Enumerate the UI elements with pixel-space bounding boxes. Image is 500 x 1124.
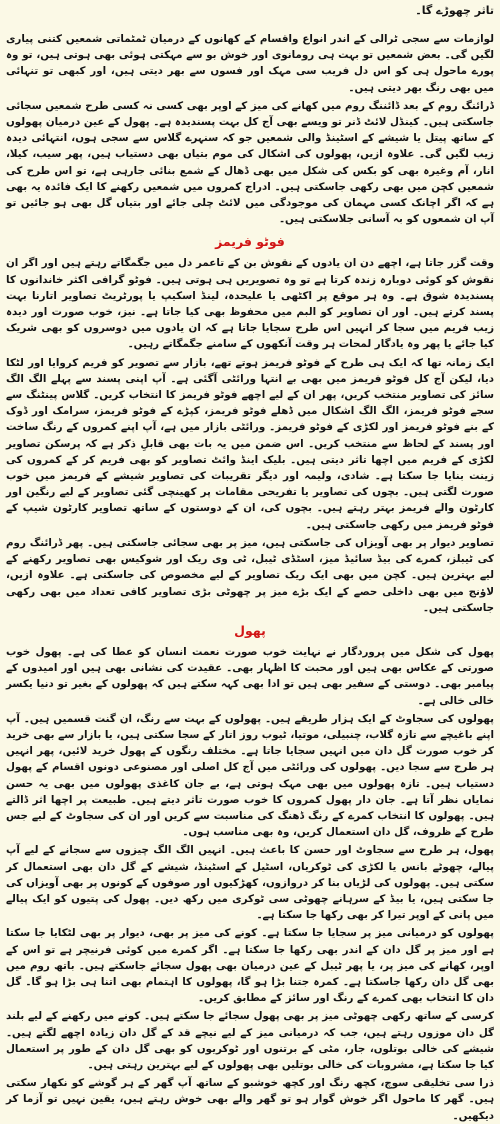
section-flowers [6,622,494,1124]
paragraph: کرسی کے ساتھ رکھی چھوٹی میز پر بھی پھول سجائے جا سکتے ہیں۔ کونے میں رکھنے کے لیے بلند گل دان موزوں رہتے ہیں، جب کہ درمیانی میز کے لیے نیچے قد کے گل دان زیادہ اچھے لگتے ہیں۔ شیشے کی خالی بوتلوں، جار، مٹی کے برتنوں اور ٹوکریوں کو بھی گل دان کے طور پر استعمال کیا جا سکتا ہے، مشروبات کی خالی بوتلیں بھی پھولوں کے لیے بہترین رہتی ہیں۔ [6,1010,494,1071]
paragraph: پھولوں کی سجاوٹ کے ایک ہزار طریقے ہیں۔ پھولوں کے بہت سے رنگ، ان گنت قسمیں ہیں۔ آپ اپنے باغیچے سے تازہ گلاب، چنبیلی، موتیا، ٹیوب روز اتار کے سجا سکتی ہیں، یا بازار سے بھی خرید کر خوب صورت گل دان میں انہیں سجایا جاتا ہے۔ مختلف رنگوں کے پھول خرید لائیں، پھر انہیں ہر طرح سے سجا دیں۔ پھولوں کی ورائٹی میں آج کل اصلی اور مصنوعی دونوں اقسام کے پھول دستیاب ہیں۔ تازہ پھولوں میں بھی مہک ہوتی ہے، بے جان کاغذی پھولوں میں بھی یہ حسن نمایاں نظر آتا ہے۔ جان دار پھول کمروں کا خوب صورت تاثر دیتے ہیں۔ طبیعت پر اچھا اثر ڈالتے ہیں۔ پھولوں کا انتخاب کمرے کے رنگ ڈھنگ کی مناسبت سے کریں اور ان کی سجاوٹ کے لیے جس طرح کے ظروف، گل دان استعمال کریں، وہ بھی مناسب ہوں۔ [6,712,494,839]
paragraph: وقت گزر جاتا ہے، اچھے دن ان یادوں کے نقوش بن کے تاعمر دل میں جگمگاتے رہتے ہیں اور اگر ان نقوش کو کوئی دوبارہ زندہ کرتا ہے تو وہ تصویریں ہی ہوتی ہیں۔ فوٹو گرافی اکثر خاندانوں کا پسندیدہ شوق ہے۔ وہ ہر موقع پر اکٹھی یا علیحدہ، لینڈ اسکیپ یا پورٹریٹ تصاویر اتارنا بہت پسند کرتے ہیں۔ اور ان تصاویر کو البم میں محفوظ بھی کیا جاتا ہے۔ نیز، خوب صورت اور دیدہ زیب فریم میں سجا کر انہیں اس طرح سجایا جاتا ہے کہ ان یادوں میں دوسروں کو بھی شریک کیا جائے یا پھر وہ یادگار لمحات ہر وقت آنکھوں کے سامنے جگمگاتے رہیں۔ [6,257,494,351]
paragraph: لوازمات سے سجی ٹرالی کے اندر انواع واقسام کے کھانوں کے درمیان ٹمٹماتی شمعیں کتنی پیاری لگیں گی۔ بعض شمعیں تو بہت ہی رومانوی اور خوش بو سے مہکتی ہوئی بھی ہوتی ہیں، تو وہ پورے ماحول ہی کو اس دل فریب سی مہک اور فسوں سے بھر دیتی ہیں، اور کبھی تو تنہائی میں بھی رنگ بھر دیتی ہیں۔ [6,33,494,94]
paragraph: ایک زمانہ تھا کہ ایک ہی طرح کے فوٹو فریمز ہوتے تھے، بازار سے تصویر کو فریم کروایا اور لٹکا دیا، لیکن آج کل فوٹو فریمز میں بھی بے انتہا ورائٹی آگئی ہے۔ آپ اپنی پسند سے پہلے الگ الگ سائز کی تصاویر منتخب کریں، پھر ان کے لیے اچھے فوٹو فریمز کا انتخاب کریں۔ گلاس پینٹنگ سے سجے فوٹو فریمز، الگ الگ اشکال میں ڈھلے فوٹو فریمز، کپڑے کے فوٹو فریمز، سرامک اور ڈوک کے بنے فوٹو فریمز اور لکڑی کے فوٹو فریمز۔ ورائٹی بازار میں ہے، آپ اپنے کمروں کے رنگ ساخت اور پسند کے لحاظ سے منتخب کریں۔ اس ضمن میں یہ بات بھی قابلِ ذکر ہے کہ پرسکن تصاویر لکڑی کے فریم میں اچھا تاثر دیتی ہیں۔ بلیک اینڈ وائٹ تصاویر کو بھی فریم کر کے کمروں کی زینت بنایا جا سکتا ہے۔ شادی، ولیمہ اور دیگر تقریبات کی تصاویر شیشے کے فریمز میں خوب صورت لگتی ہیں۔ بچوں کی تصاویر یا تفریحی مقامات پر کھینچی گئی تصاویر کے لیے رنگین اور کارٹون والے فریمز بہتر رہتے ہیں۔ بچوں کی، ان کے دوستوں کے ساتھ تصاویر کارٹون شیپ کے فوٹو فریمز میں رکھی جاسکتی ہیں۔ [6,356,494,531]
intro-text: تاثر چھوڑے گا۔ [415,4,494,17]
paragraph: پھولوں کو درمیانی میز پر سجایا جا سکتا ہے۔ کونے کی میز پر بھی، دیوار پر بھی لٹکایا جا سکتا ہے اور میز پر گل دان کے اندر بھی رکھا جا سکتا ہے۔ اگر کمرے میں کوئی فرنیچر ہے تو اس کے اوپر، کھانے کی میز پر، یا پھر ٹیبل کے عین درمیان بھی پھول سجائے جاسکتے ہیں۔ باتھ روم میں بھی گل دان رکھا جاسکتا ہے۔ کمرہ جتنا بڑا ہو گا، پھولوں کا اہتمام بھی اتنا ہی بڑا ہو گا۔ گل دان کا انتخاب بھی کمرے کے رنگ اور سائز کے مطابق کریں۔ [6,927,494,1005]
paragraph: ڈرائنگ روم کے بعد ڈائننگ روم میں کھانے کی میز کے اوپر بھی کسی نہ کسی طرح شمعیں سجائی جاسکتی ہیں۔ کینڈل لائٹ ڈنر تو ویسے بھی آج کل بہت پسندیدہ ہے۔ پھول کے عین درمیان پھولوں کے ساتھ پیتل یا شیشے کے اسٹینڈ والی شمعیں جو کہ سنہرے گلاس سے سجی ہوں، انتہائی دیدہ زیب لگیں گی۔ علاوہ ازیں، پھولوں کی اشکال کی موم بتیاں بھی دستیاب ہیں، پھر سیب، کیلا، انار، آم وغیرہ بھی کو بکس کی شکل میں بھی ڈھال کے شمع بنائی جارہی ہے، تو اس طرح کی شمعیں کچن میں بھی رکھی جاسکتی ہیں۔ ادراج کمروں میں شمعیں رکھنے کا ایک فائدہ یہ بھی ہے کہ اگر اچانک کسی مہمان کی موجودگی میں لائٹ چلی جائے اور بتیاں گل بھی ہو جائیں تو آپ ان شمعوں کو بہ آسانی جلاسکتی ہیں۔ [6,99,494,226]
paragraph: پھول کی شکل میں پروردگار نے نہایت خوب صورت نعمت انسان کو عطا کی ہے۔ پھول خوب صورتی کے عکاس بھی ہیں اور محبت کا اظہار بھی۔ عقیدت کی نشانی بھی ہیں اور امیدوں کے پیامبر بھی۔ دوستی کے سفیر بھی ہیں تو ادا بھی کہہ سکتے ہیں کہ پھولوں کے بغیر تو دنیا یکسر خالی خالی ہے۔ [6,645,494,707]
section-photo-frames [6,233,494,615]
paragraph: ذرا سی تخلیقی سوچ، کچھ رنگ اور کچھ خوشبو کے ساتھ آپ گھر کے ہر گوشے کو نکھار سکتی ہیں۔ گھر کا ماحول اگر خوش گوار ہو تو گھر والے بھی خوش رہتے ہیں، یقین نہیں تو آزما کر دیکھیں۔ [6,1077,494,1122]
paragraph: تصاویر دیوار پر بھی آویزاں کی جاسکتی ہیں، میز پر بھی سجائی جاسکتی ہیں۔ پھر ڈرائنگ روم کی ٹیبلز، کمرے کی بیڈ سائیڈ میز، اسٹڈی ٹیبل، ٹی وی ریک اور شوکیس بھی تصاویر رکھنے کے لیے بہترین ہیں۔ کچن میں بھی ایک ریک تصاویر کے لیے مخصوص کی جاسکتی ہے۔ علاوہ ازیں، لاؤنج میں بھی داخلی حصے کے ایک بڑے میز پر چھوٹی بڑی تصاویر کافی تعداد میں بھی رکھی جاسکتی ہیں۔ [6,536,494,614]
paragraph: پھول، ہر طرح سے سجاوٹ اور حسن کا باعث ہیں۔ انہیں الگ الگ چیزوں سے سجانے کے لیے آپ پیالے، چھوٹے بانس یا لکڑی کی ٹوکریاں، اسٹیل کے اسٹینڈ، شیشے کے گل دان بھی استعمال کر سکتی ہیں۔ پھولوں کی لڑیاں بنا کر دروازوں، کھڑکیوں اور صوفوں کے کونوں پر بھی آویزاں کی جا سکتی ہیں، یا بیڈ کے سرہانے چھوٹی سی ٹوکری میں رکھ دیں۔ پھول کی پتیوں کو ایک پیالے میں پانی کے اوپر تیرا کر بھی رکھا جا سکتا ہے۔ [6,844,494,922]
section-candles [6,31,494,227]
section-heading: فوٹو فریمز [215,234,285,250]
section-heading: پھول [234,622,266,638]
